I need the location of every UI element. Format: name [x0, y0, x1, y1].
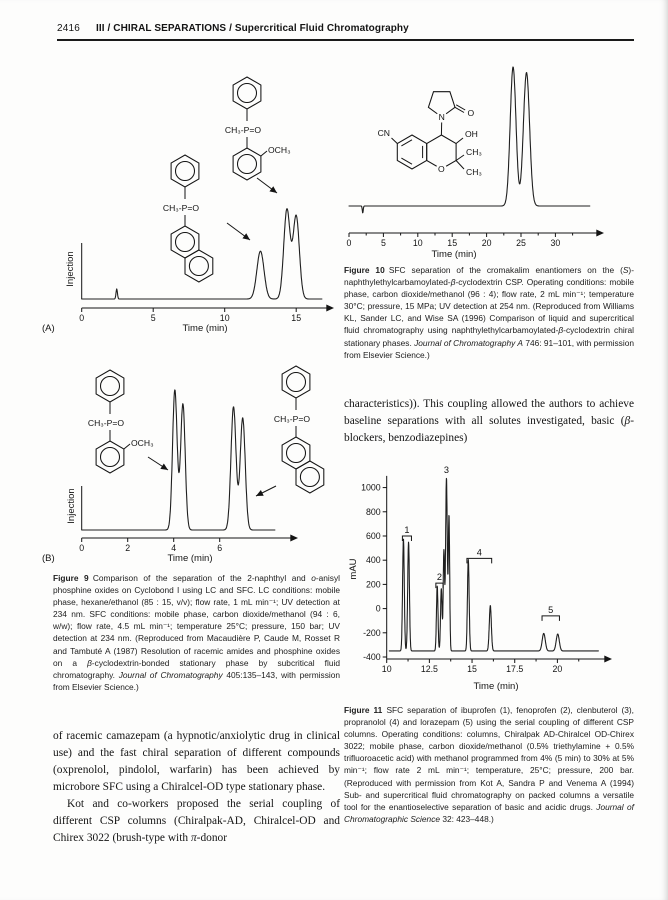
paragraph [344, 396, 634, 447]
bond [456, 155, 464, 161]
x-tick-label: 10 [381, 664, 392, 674]
y-tick-label: 800 [366, 506, 381, 517]
x-tick-label: 15 [291, 313, 302, 323]
bond [456, 138, 463, 144]
text-segment: SFC separation of the cromakalim enantiomers on the ( [384, 265, 623, 275]
peak-number: 3 [443, 465, 450, 475]
x-tick-label: 0 [79, 543, 85, 553]
aromatic-circle [101, 377, 120, 396]
aromatic-circle [287, 444, 306, 463]
text-segment: β [624, 415, 631, 427]
text-segment: -cyclodextrin CSP. Operating conditions: mobile phase, carbon dioxide/methanol (96 : 4); flow rate, 2 mL min⁻¹; temperature 30°C; pressure, 15 MPa; UV detection at 254 nm. (Reproduced from Williams KL, Sander LC, and Wise SA (1996) Comparison of liquid and supercritical fluid chromatography using naphthylethylcarbamoylated- [344, 277, 634, 336]
arrowhead-icon [326, 305, 334, 312]
text-segment: )-naphthylethylcarbamoylated- [344, 265, 634, 288]
y-axis-label: mAU [348, 558, 359, 580]
y-tick-label: 0 [375, 603, 381, 614]
text-segment: π [190, 832, 197, 844]
page-number: 2416 [57, 23, 81, 34]
paragraph [53, 728, 340, 796]
peak-number: 5 [548, 604, 554, 615]
x-tick-label: 17.5 [506, 664, 524, 674]
header-rule [57, 39, 634, 41]
chromatogram-trace [349, 67, 590, 213]
text-segment: -donor [196, 832, 228, 844]
phosphine-label: CH₃-P=O [273, 414, 311, 424]
panel-label: (B) [42, 553, 55, 564]
y-axis-label: Injection [65, 251, 76, 287]
ring-oxygen-label: O [438, 164, 445, 174]
figure-11-chromatogram [344, 462, 648, 702]
paragraph [53, 796, 340, 847]
bond [456, 161, 464, 170]
aromatic-circle [238, 84, 257, 103]
x-axis-label: Time (min) [431, 249, 477, 260]
text-segment: β [558, 325, 564, 336]
x-tick-label: 15 [467, 664, 477, 674]
text-segment: Figure 10 [344, 265, 385, 275]
body-text-left [53, 728, 340, 847]
carbonyl-oxygen-label: O [467, 108, 475, 118]
aromatic-circle [300, 468, 319, 487]
x-tick-label: 4 [171, 543, 177, 553]
arrowhead-icon [604, 656, 612, 663]
x-axis-label: Time (min) [182, 323, 228, 334]
structure-cromakalim [378, 92, 483, 177]
arrowhead-icon [290, 535, 298, 542]
phosphine-label: CH₃-P=O [87, 418, 125, 428]
aromatic-circle [176, 233, 195, 252]
arrowhead-icon [242, 233, 250, 240]
text-segment: Journal of Chromatographic Science [344, 801, 634, 824]
methyl-label: CH₃ [466, 167, 482, 177]
text-segment: 32: 423–448.) [440, 813, 494, 824]
x-tick-label: 25 [516, 238, 526, 248]
peak-number: 2 [436, 572, 443, 583]
structure-2-naphthyl-phosphine-oxide [163, 155, 213, 282]
phosphine-label: CH₃-P=O [162, 203, 200, 213]
x-tick-label: 6 [217, 543, 223, 553]
bond [261, 151, 267, 156]
chromatogram-trace [82, 209, 322, 299]
x-tick-label: 20 [552, 664, 563, 674]
chromatogram-trace [389, 478, 598, 651]
arrowhead-icon [269, 186, 277, 193]
figure-10-chromatogram [344, 57, 640, 263]
text-segment: Comparison of the separation of the 2-naphthyl and [88, 573, 312, 583]
x-tick-label: 0 [79, 313, 85, 323]
arrowhead-icon [160, 463, 168, 470]
nitrile-label: CN [377, 128, 390, 138]
text-segment: Figure 9 [53, 573, 89, 583]
figure-10-caption [344, 264, 634, 361]
bond [392, 138, 398, 144]
text-segment: characteristics)). This coupling allowed the authors to achieve baseline separations with all solutes investigated, basic ( [344, 398, 634, 427]
bond [124, 444, 130, 449]
text-segment: 746: 91–101, with permission from Elsevier Science.) [344, 337, 634, 360]
running-head: III / CHIRAL SEPARATIONS / Supercritical Fluid Chromatography [96, 23, 409, 34]
methyl-label: CH₃ [466, 147, 482, 157]
aromatic-circle [189, 257, 208, 276]
text-segment: -blockers, benzodiazepines) [344, 415, 634, 444]
x-tick-label: 12.5 [420, 664, 438, 674]
figure-11-caption [344, 704, 634, 825]
text-segment: β [87, 657, 92, 668]
nitrogen-label: N [438, 112, 445, 122]
text-segment: o [311, 573, 316, 583]
peak-number: 4 [476, 547, 482, 558]
arrowhead-icon [596, 230, 604, 237]
aromatic-circle [101, 448, 120, 467]
x-tick-label: 5 [380, 238, 386, 248]
y-tick-label: 1000 [361, 482, 381, 493]
x-tick-label: 5 [150, 313, 156, 323]
x-tick-label: 10 [219, 313, 230, 323]
text-segment: -anisyl phosphine oxides on Cyclobond I using LC and SFC. LC conditions: mobile phase, hexane/ethanol (85 : 15, v/v); flow rate, 1 mL min⁻¹; UV detection at 234 nm. SFC conditions: mobile phase, carbon dioxide/methanol (94 : 6, w/w); flow rate, 4.5 mL min⁻¹; temperature 25°C; pressure, 150 bar; UV detection at 234 nm. (Reproduced from Macaudière P, Caude M, Rosset R and Tambuté A (1987) Resolution of racemic amides and phosphine oxides on a [53, 573, 340, 668]
text-segment: Kot and co-workers proposed the serial coupling of different CSP columns (Chiralpak-AD, Chiralcel-OD and Chirex 3022 (brush-type with [53, 798, 340, 844]
x-tick-label: 10 [412, 238, 423, 248]
x-tick-label: 2 [125, 543, 131, 553]
figure-9a-chromatogram [40, 57, 340, 337]
x-tick-label: 20 [481, 238, 492, 248]
text-segment: -cyclodextrin chiral stationary phases. [344, 325, 634, 348]
x-axis-label: Time (min) [473, 681, 519, 692]
hydroxyl-label: OH [465, 129, 478, 139]
y-tick-label: -400 [363, 652, 381, 662]
figure-9-caption [53, 572, 340, 693]
methoxy-label: OCH₃ [268, 145, 291, 155]
y-tick-label: -200 [363, 627, 381, 638]
chromatogram-trace [82, 390, 275, 530]
y-tick-label: 400 [366, 555, 381, 566]
peak-group-bracket [467, 558, 492, 563]
text-segment: 405:135–143, with permission from Elsevier Science.) [53, 669, 340, 692]
peak-number: 1 [404, 524, 410, 535]
structure-o-anisyl-phosphine-oxide [225, 77, 291, 180]
text-segment: Journal of Chromatography A [414, 337, 523, 348]
text-segment: Figure 11 [344, 705, 383, 715]
text-segment: -cyclodextrin-bonded stationary phase by subcritical fluid chromatography. [53, 657, 340, 680]
y-axis-label: Injection [66, 488, 77, 524]
phosphine-label: CH₃-P=O [224, 125, 262, 135]
y-tick-label: 200 [366, 579, 381, 590]
text-segment: SFC separation of ibuprofen (1), fenoprofen (2), clenbuterol (3), propranolol (4) and lorazepam (5) using the serial coupling of different CSP columns. Operating conditions: columns, Chiralpak AD-Chiralcel OD-Chirex 3022; mobile phase, carbon dioxide/methanol (0.5% triethylamine + 0.5% trifluoroacetic acid) with methanol programmed from 4% (5 min) to 30% at 5% min⁻¹; flow rate 2 mL min⁻¹; temperature, 25°C; pressure, 200 bar. (Reproduced with permission from Kot A, Sandra P and Venema A (1994) Sub- and supercritical fluid chromatography on packed columns a versatile tool for the enantioselective separation of basic and acidic drugs. [344, 705, 635, 812]
figure-9b-chromatogram [40, 336, 340, 572]
aromatic-circle [238, 155, 257, 174]
x-tick-label: 15 [447, 238, 458, 248]
peak-group-bracket [542, 616, 559, 621]
body-text-right [344, 396, 634, 447]
panel-label: (A) [42, 323, 55, 334]
text-segment: β [450, 277, 456, 288]
text-segment: S [622, 265, 629, 275]
text-segment: Journal of Chromatography [118, 669, 223, 680]
text-segment: of racemic camazepam (a hypnotic/anxiolytic drug in clinical use) and the fast chiral separation of different compounds (oxprenolol, pindolol, warfarin) has been achieved by microbore SFC using a Chiralcel-OD type stationary phase. [53, 730, 340, 793]
y-tick-label: 600 [366, 530, 381, 541]
aromatic-circle [176, 162, 195, 181]
methoxy-label: OCH₃ [131, 438, 154, 448]
x-axis-label: Time (min) [167, 553, 213, 564]
x-tick-label: 0 [346, 238, 352, 248]
structure-2-naphthyl-phosphine-oxide [274, 366, 324, 493]
structure-o-anisyl-phosphine-oxide [88, 370, 154, 473]
x-tick-label: 30 [550, 238, 561, 248]
aromatic-circle [287, 373, 306, 392]
